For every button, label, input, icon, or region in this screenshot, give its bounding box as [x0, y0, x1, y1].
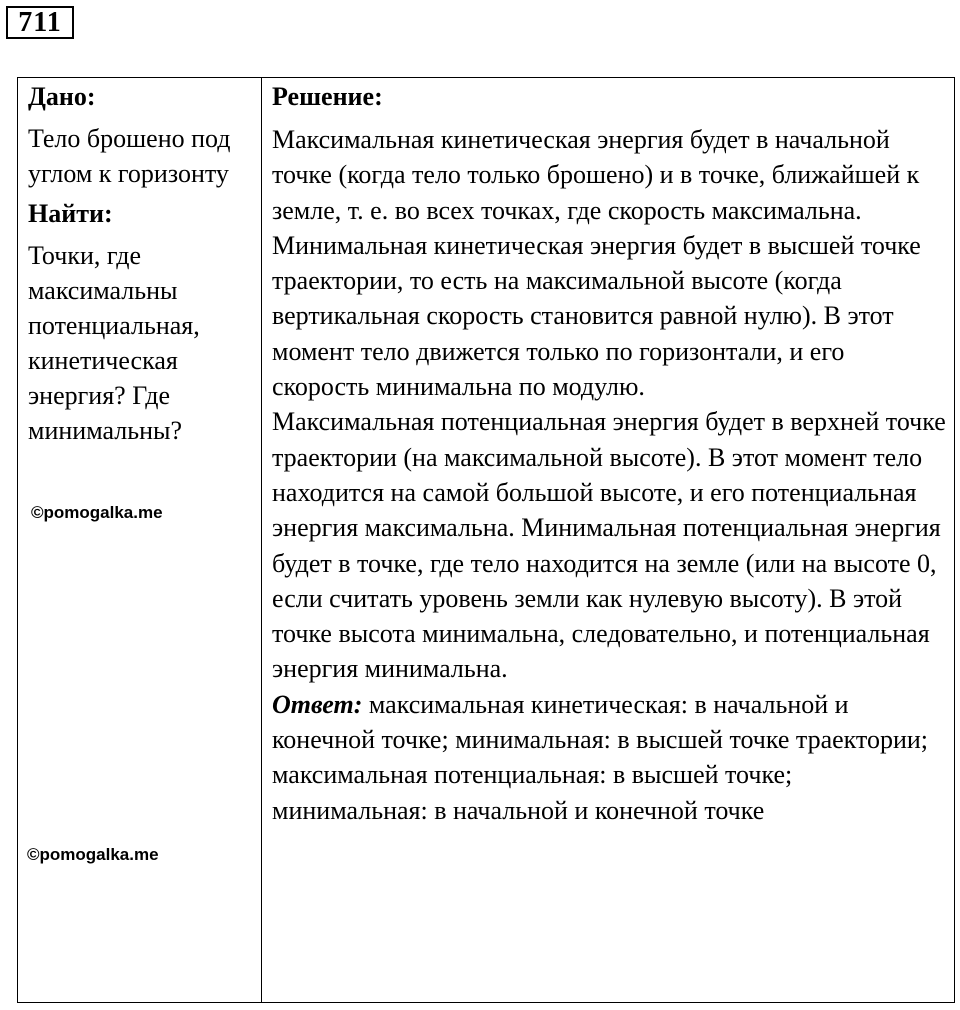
- problem-number: 711: [6, 6, 74, 39]
- solution-paragraph-kinetic: Максимальная кинетическая энергия будет в начальной точке (когда тело только брошено) и в точке, ближайшей к земле, т. е. во всех точках, где скорость максимальна. Минимальная кинетическая энергия будет в высшей точке траектории, то есть на максимальной высоте (когда вертикальная скорость становится равной нулю). В этот момент тело движется только по горизонтали, и его скорость минимальна по модулю.: [272, 125, 921, 402]
- answer-label: Ответ:: [272, 689, 363, 719]
- watermark-top: ©pomogalka.me: [31, 503, 163, 522]
- solution-paragraph-potential: Максимальная потенциальная энергия будет в верхней точке траектории (на максимальной высоте). В этот момент тело находится на самой большой высоте, и его потенциальная энергия максимальна. Минимальная потенциальная энергия будет в точке, где тело находится на земле (или на высоте 0, если считать уровень земли как нулевую высоту). В этой точке высота минимальна, следовательно, и потенциальная энергия минимальна.: [272, 407, 946, 684]
- solution-heading: Решение:: [272, 82, 383, 111]
- column-divider: [261, 77, 262, 1003]
- given-column: [28, 80, 256, 448]
- watermark-bottom: ©pomogalka.me: [27, 845, 159, 864]
- find-heading: Найти:: [28, 199, 113, 228]
- find-text: Точки, где максимальны потенциальная, кинетическая энергия? Где минимальны?: [28, 241, 200, 445]
- answer: [272, 687, 948, 828]
- answer-text: максимальная кинетическая: в начальной и конечной точке; минимальная: в высшей точке траектории; максимальная потенциальная: в высшей точке; минимальная: в начальной и конечной точке: [272, 689, 929, 825]
- given-text: Тело брошено под углом к горизонту: [28, 124, 231, 188]
- solution-column: [272, 80, 948, 828]
- given-heading: Дано:: [28, 82, 96, 111]
